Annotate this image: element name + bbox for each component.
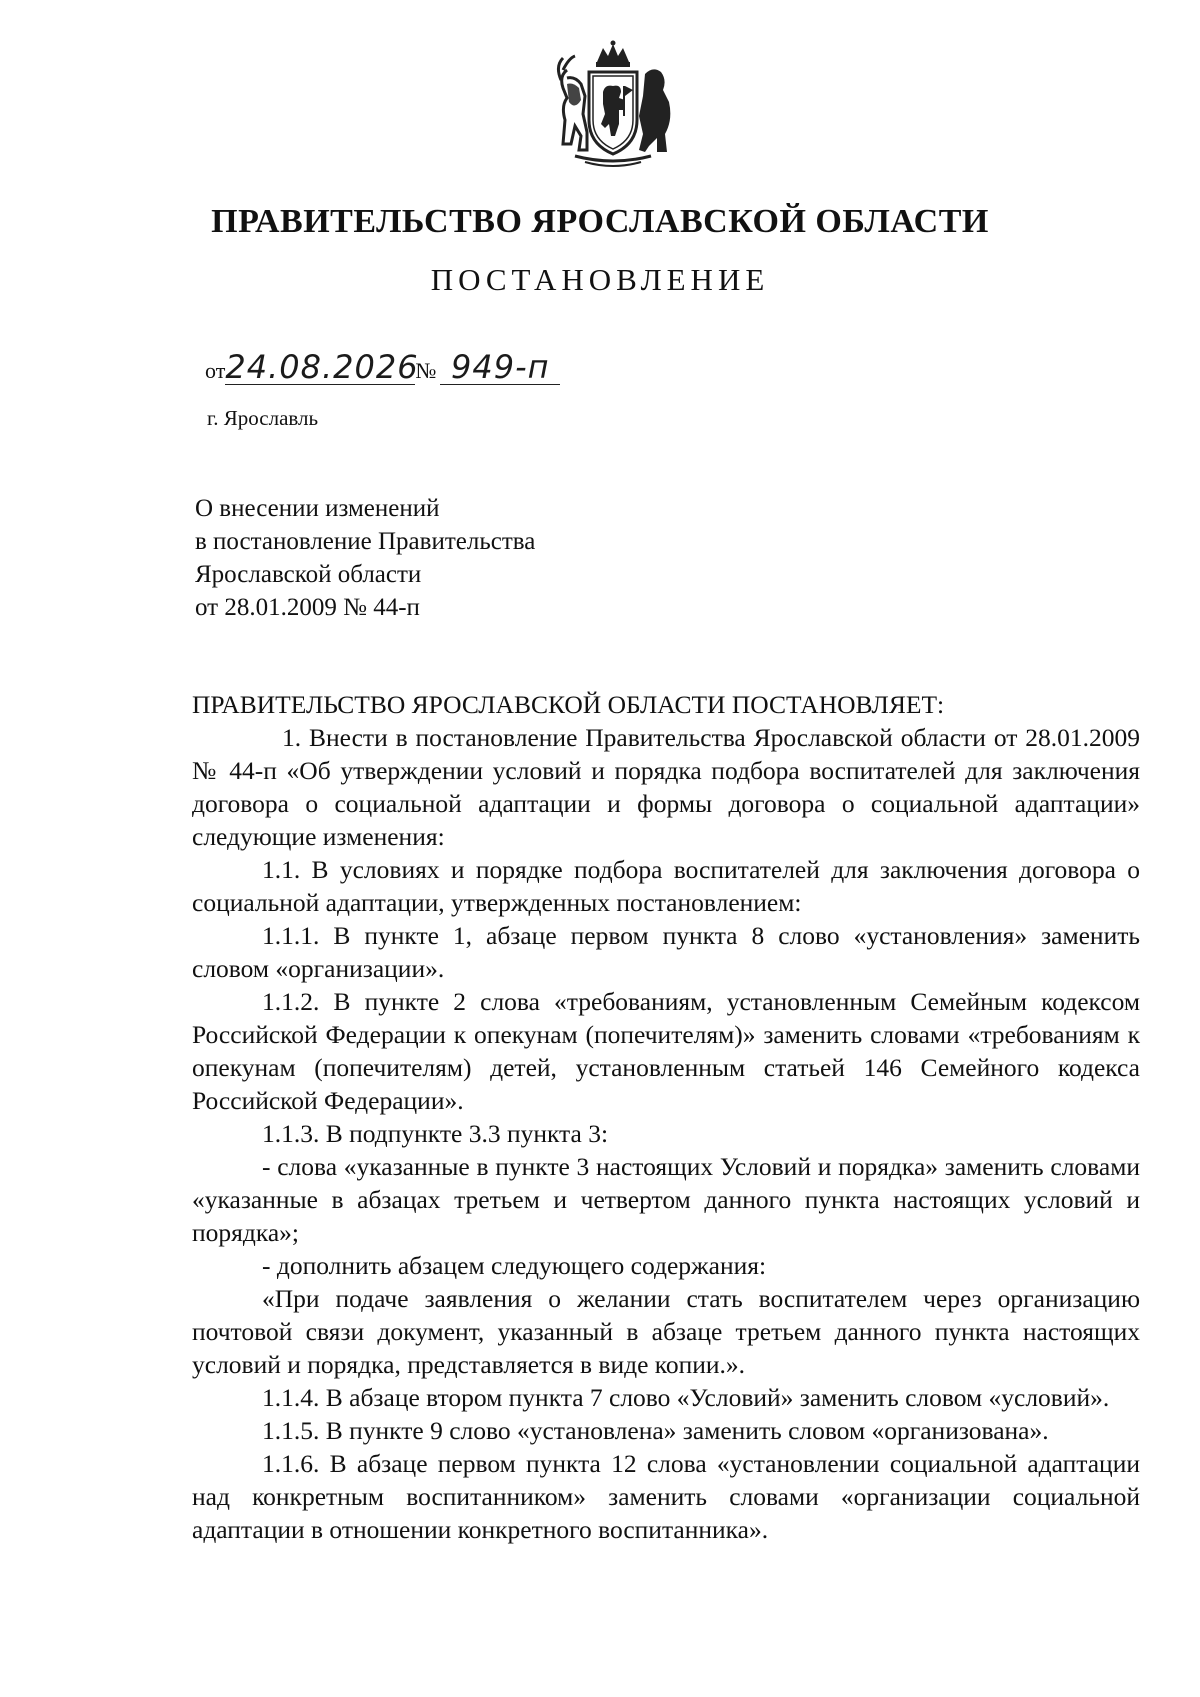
- paragraph: 1.1.3. В подпункте 3.3 пункта 3:: [262, 1119, 609, 1148]
- subject-line: О внесении изменений: [195, 495, 440, 522]
- paragraph: 1.1.1. В пункте 1, абзаце первом пункта 8 слово «установления» заменить словом «организации».: [192, 921, 1140, 983]
- paragraph: «При подаче заявления о желании стать воспитателем через организацию почтовой связи документ, указанный в абзаце третьем данного пункта настоящих условий и порядка, представляется в виде копии.».: [192, 1284, 1140, 1379]
- paragraph: - слова «указанные в пункте 3 настоящих Условий и порядка» заменить словами «указанные в абзацах третьем и четвертом данного пункта настоящих условий и порядка»;: [192, 1152, 1140, 1247]
- document-body: [192, 688, 1140, 1546]
- resolution-heading: ПРАВИТЕЛЬСТВО ЯРОСЛАВСКОЙ ОБЛАСТИ ПОСТАНОВЛЯЕТ:: [192, 690, 945, 719]
- subject-line: в постановление Правительства: [195, 528, 536, 555]
- paragraph: 1.1.2. В пункте 2 слова «требованиям, установленным Семейным кодексом Российской Федерации к опекунам (попечителям)» заменить словами «требованиям к опекунам (попечителям) детей, установленным статьей 146 Семейного кодекса Российской Федерации».: [192, 987, 1140, 1115]
- paragraph: 1.1.5. В пункте 9 слово «установлена» заменить словом «организована».: [262, 1416, 1049, 1445]
- paragraph: - дополнить абзацем следующего содержания:: [262, 1251, 767, 1280]
- paragraph: 1.1. В условиях и порядке подбора воспитателей для заключения договора о социальной адаптации, утвержденных постановлением:: [192, 855, 1140, 917]
- document-number: 949-п: [440, 350, 560, 385]
- paragraph: 1.1.4. В абзаце втором пункта 7 слово «Условий» заменить словом «условий».: [262, 1383, 1110, 1412]
- paragraph: 1.1.6. В абзаце первом пункта 12 слова «установлении социальной адаптации над конкретным воспитанником» заменить словами «организации социальной адаптации в отношении конкретного воспитанника».: [192, 1449, 1140, 1544]
- document-date: 24.08.2026: [225, 348, 419, 386]
- document-type: ПОСТАНОВЛЕНИЕ: [430, 262, 770, 297]
- date-label: от: [205, 358, 226, 383]
- yaroslavl-coat-of-arms-icon: [545, 40, 681, 176]
- subject-block: [195, 492, 535, 624]
- subject-line: от 28.01.2009 № 44-п: [195, 594, 420, 621]
- subject-line: Ярославской области: [195, 561, 422, 588]
- government-title: ПРАВИТЕЛЬСТВО ЯРОСЛАВСКОЙ ОБЛАСТИ: [211, 203, 989, 240]
- date-number-line: [205, 350, 560, 385]
- paragraph: 1. Внести в постановление Правительства Ярославской области от 28.01.2009 № 44-п «Об утверждении условий и порядка подбора воспитателей для заключения договора о социальной адаптации и формы договора о социальной адаптации» следующие изменения:: [192, 723, 1140, 851]
- number-label: №: [415, 358, 437, 383]
- city: г. Ярославль: [207, 406, 319, 430]
